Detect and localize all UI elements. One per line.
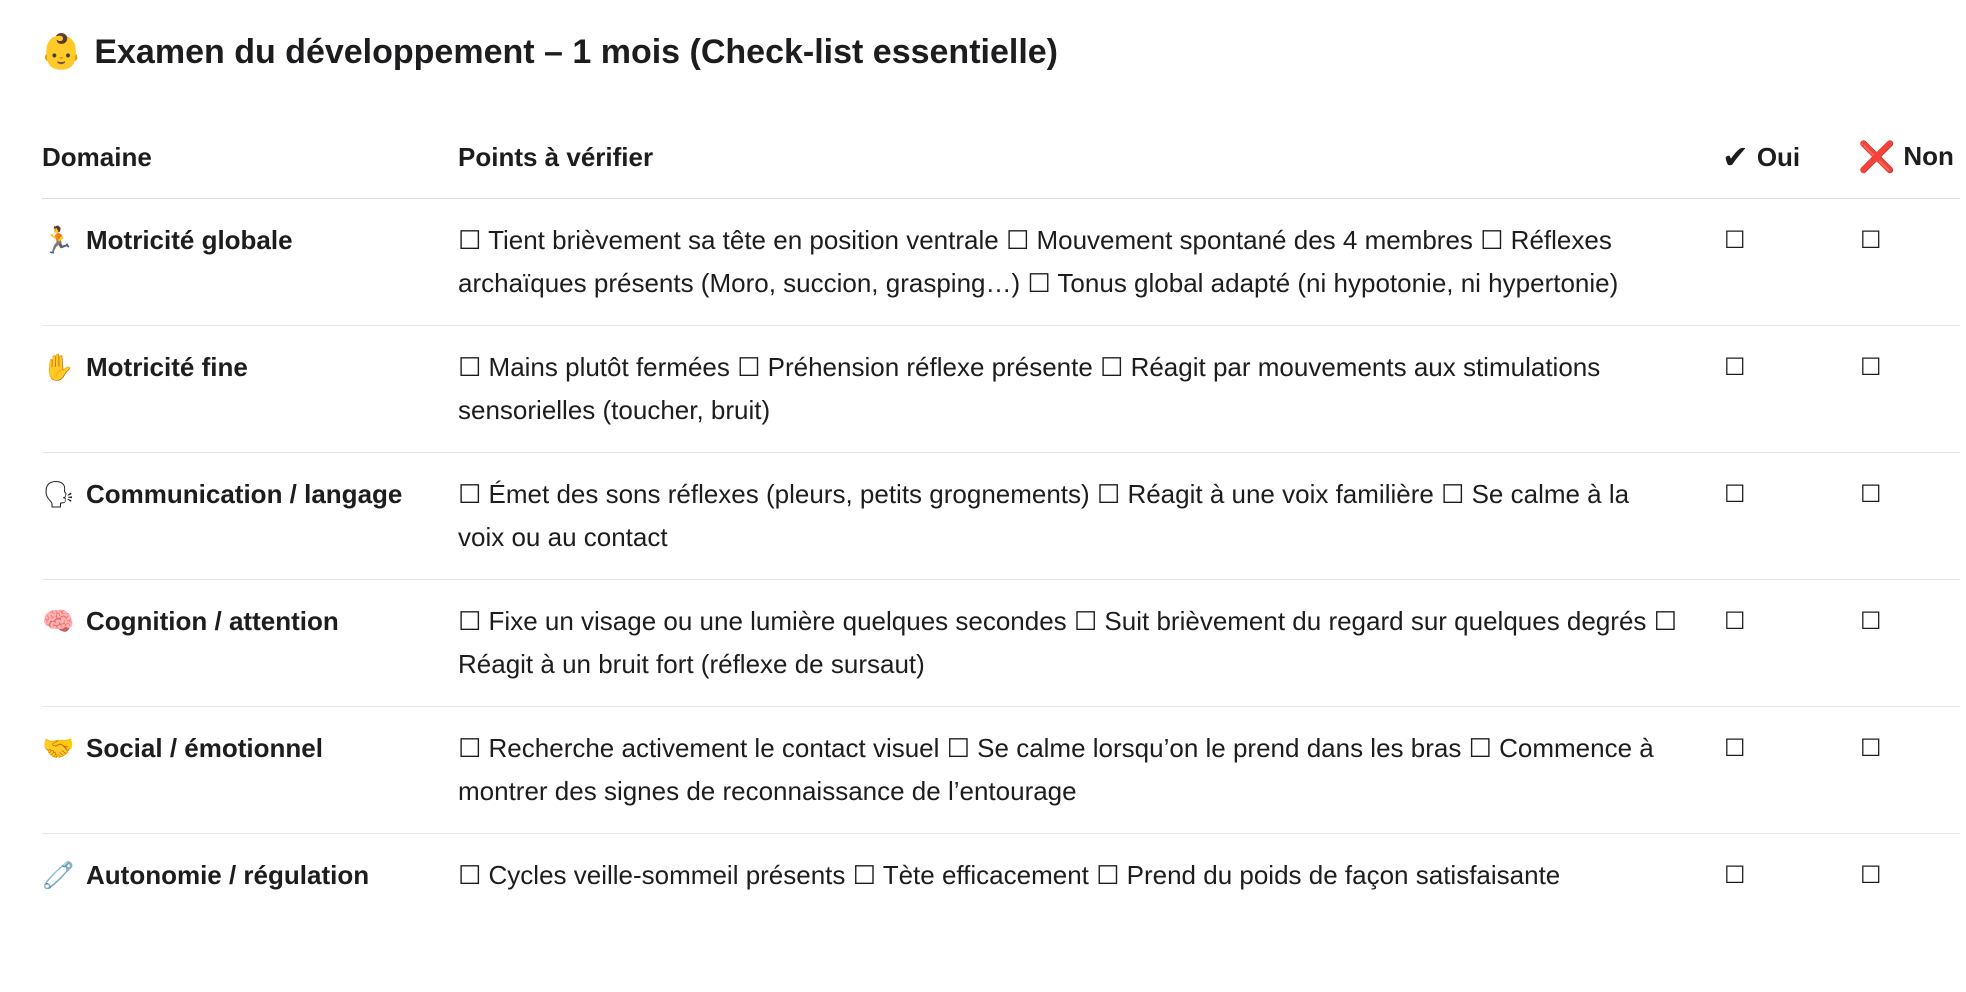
development-checklist-table xyxy=(42,128,1960,917)
non-checkbox[interactable]: ☐ xyxy=(1858,453,1960,580)
points-cell: ☐ Fixe un visage ou une lumière quelques secondes ☐ Suit brièvement du regard sur quelques degrés ☐ Réagit à un bruit fort (réflexe de sursaut) xyxy=(458,580,1722,707)
oui-checkbox[interactable]: ☐ xyxy=(1722,326,1858,453)
domain-cell xyxy=(42,453,458,580)
non-checkbox[interactable]: ☐ xyxy=(1860,862,1882,889)
table-row xyxy=(42,834,1960,918)
non-checkbox[interactable]: ☐ xyxy=(1858,580,1960,707)
page-title xyxy=(40,30,1058,74)
oui-checkbox[interactable]: ☐ xyxy=(1722,453,1858,580)
domain-cell xyxy=(42,834,458,918)
header-domain: Domaine xyxy=(42,128,458,199)
header-points: Points à vérifier xyxy=(458,128,1722,199)
table-row xyxy=(42,326,1960,453)
speaking-head-icon: 🗣 xyxy=(42,479,76,509)
handshake-icon: 🤝 xyxy=(42,733,75,763)
domain-label: Motricité fine xyxy=(86,352,248,382)
table-row xyxy=(42,580,1960,707)
raised-hand-icon: ✋ xyxy=(42,352,75,382)
non-checkbox[interactable]: ☐ xyxy=(1858,199,1960,326)
domain-cell xyxy=(42,580,458,707)
oui-checkbox[interactable]: ☐ xyxy=(1722,580,1858,707)
points-cell: ☐ Tient brièvement sa tête en position ventrale ☐ Mouvement spontané des 4 membres ☐ Réflexes archaïques présents (Moro, succion, grasping…) ☐ Tonus global adapté (ni hypotonie, ni hypertonie) xyxy=(458,199,1722,326)
points-cell: ☐ Mains plutôt fermées ☐ Préhension réflexe présente ☐ Réagit par mouvements aux stimulations sensorielles (toucher, bruit) xyxy=(458,326,1722,453)
page-title-text: Examen du développement – 1 mois (Check-list essentielle) xyxy=(94,33,1058,71)
checkmark-icon: ✔ xyxy=(1722,139,1749,175)
runner-icon: 🏃 xyxy=(42,225,75,255)
baby-icon: 👶 xyxy=(40,33,83,71)
domain-label: Cognition / attention xyxy=(86,606,339,636)
oui-checkbox[interactable]: ☐ xyxy=(1722,199,1858,326)
table-row xyxy=(42,453,1960,580)
cross-mark-icon: ❌ xyxy=(1858,140,1896,174)
points-cell: ☐ Recherche activement le contact visuel ☐ Se calme lorsqu’on le prend dans les bras ☐ Commence à montrer des signes de reconnaissance de l’entourage xyxy=(458,707,1722,834)
domain-label: Motricité globale xyxy=(86,225,293,255)
header-oui xyxy=(1722,128,1858,199)
domain-cell xyxy=(42,199,458,326)
safety-pin-icon: 🧷 xyxy=(42,860,75,890)
header-oui-label: Oui xyxy=(1756,142,1801,172)
table-header-row xyxy=(42,128,1960,199)
oui-checkbox[interactable]: ☐ xyxy=(1722,707,1858,834)
header-non xyxy=(1858,128,1960,199)
domain-cell xyxy=(42,707,458,834)
header-non-label: Non xyxy=(1903,140,1954,171)
table-row xyxy=(42,707,1960,834)
domain-cell xyxy=(42,326,458,453)
non-checkbox[interactable]: ☐ xyxy=(1858,707,1960,834)
points-cell: ☐ Cycles veille-sommeil présents ☐ Tète efficacement ☐ Prend du poids de façon satisfaisante xyxy=(458,860,1561,890)
domain-label: Communication / langage xyxy=(86,479,403,509)
oui-checkbox[interactable]: ☐ xyxy=(1724,862,1746,889)
non-checkbox[interactable]: ☐ xyxy=(1858,326,1960,453)
table-row xyxy=(42,199,1960,326)
domain-label: Autonomie / régulation xyxy=(86,860,370,890)
points-cell: ☐ Émet des sons réflexes (pleurs, petits grognements) ☐ Réagit à une voix familière ☐ Se calme à la voix ou au contact xyxy=(458,453,1722,580)
brain-icon: 🧠 xyxy=(42,606,75,636)
domain-label: Social / émotionnel xyxy=(86,733,323,763)
